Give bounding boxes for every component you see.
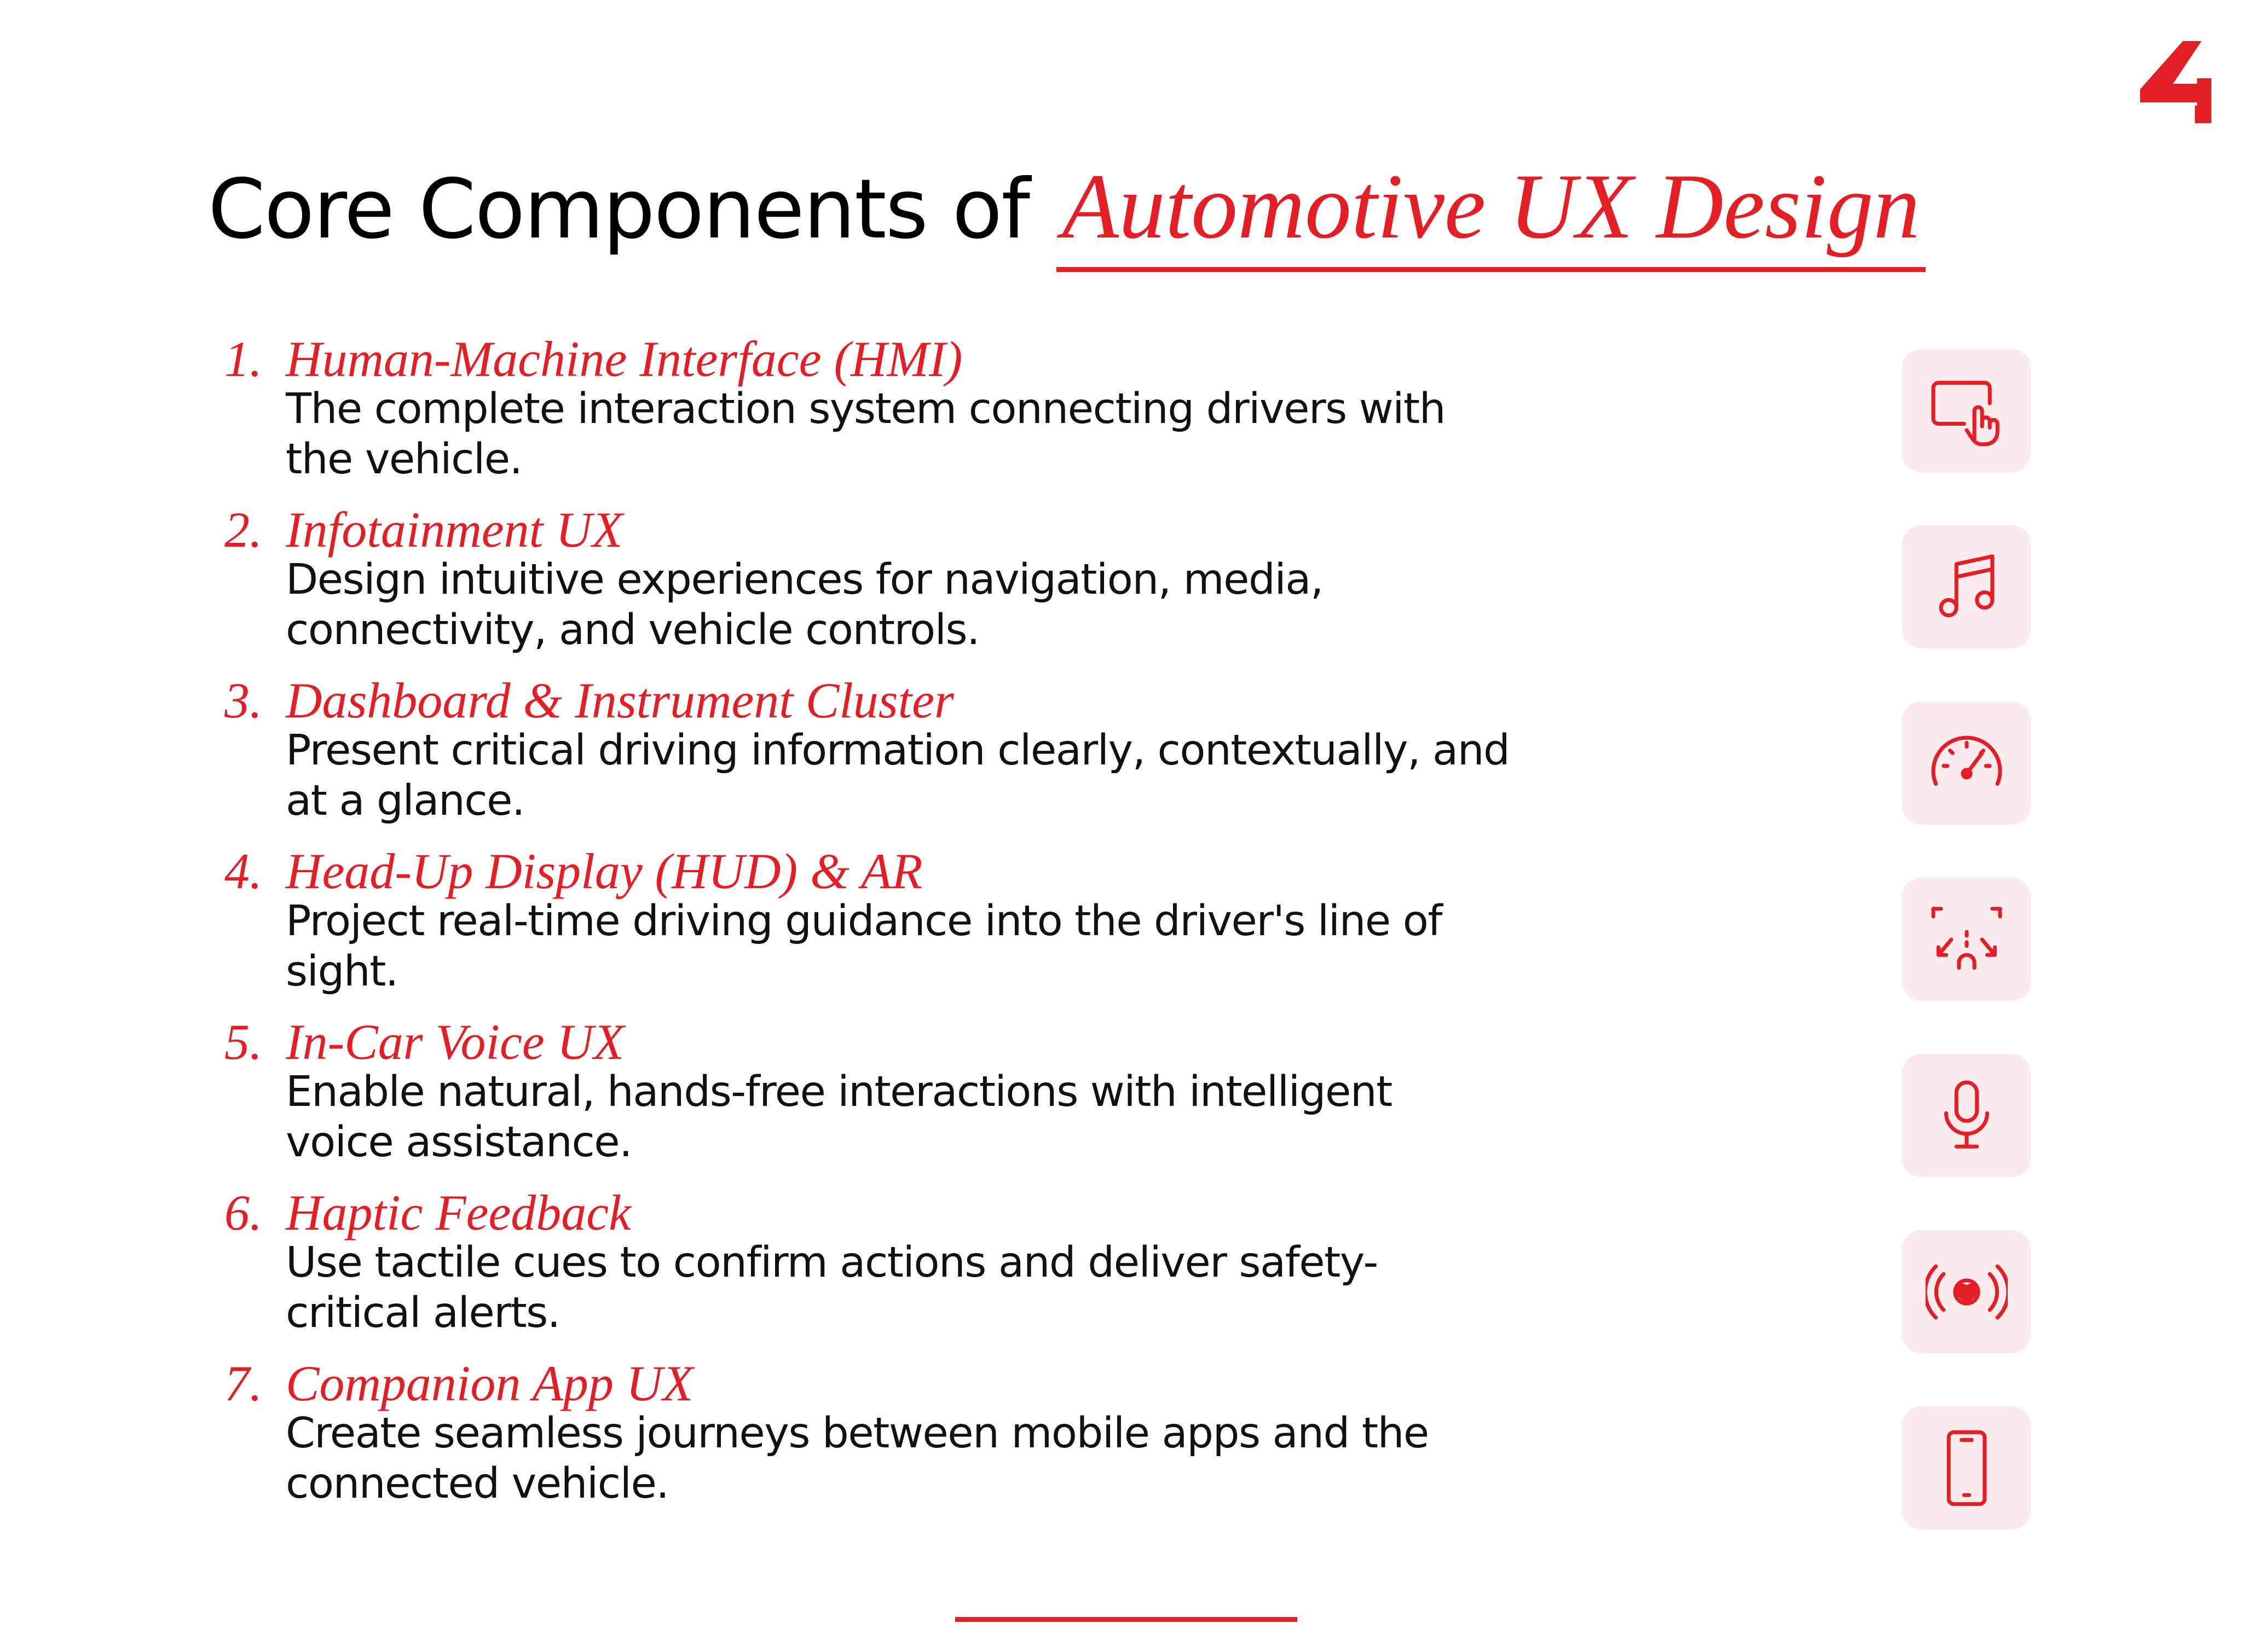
bottom-divider: [955, 1617, 1297, 1622]
list-item: [224, 843, 1538, 1017]
item-description: Enable natural, hands-free interactions with intelligent voice assistance.: [286, 1068, 1392, 1167]
item-number: 4.: [224, 843, 262, 899]
icon-tile: [1902, 1054, 2031, 1177]
item-title-text: Haptic Feedback: [286, 1185, 631, 1241]
item-title: [224, 502, 1538, 558]
item-title-text: Infotainment UX: [286, 502, 623, 558]
item-title: [224, 331, 1538, 387]
title-plain: Core Components of: [208, 162, 1030, 257]
item-title-text: Human-Machine Interface (HMI): [286, 331, 963, 387]
item-description: Design intuitive experiences for navigation, media, connectivity, and vehicle controls.: [286, 555, 1323, 654]
brand-logo-icon: [2140, 41, 2211, 123]
components-list: [224, 331, 1538, 1529]
item-number: 7.: [224, 1355, 262, 1411]
haptic-vibration-icon: [1926, 1251, 2008, 1333]
item-title: [224, 1185, 1538, 1241]
item-title: [224, 1014, 1538, 1070]
icon-tile: [1902, 1230, 2031, 1353]
smartphone-icon: [1926, 1427, 2008, 1509]
item-title-text: Dashboard & Instrument Cluster: [286, 673, 954, 728]
item-title-text: In-Car Voice UX: [286, 1014, 625, 1070]
list-item: [224, 675, 1538, 846]
icon-tile: [1902, 878, 2031, 1001]
item-description: Use tactile cues to confirm actions and deliver safety-critical alerts.: [286, 1238, 1378, 1337]
item-title: [224, 1355, 1538, 1411]
microphone-icon: [1926, 1075, 2008, 1157]
speedometer-icon: [1926, 722, 2008, 804]
item-number: 6.: [224, 1185, 262, 1241]
list-item: [224, 1187, 1538, 1358]
item-number: 5.: [224, 1014, 262, 1070]
icon-tile: [1902, 525, 2031, 648]
item-number: 1.: [224, 331, 262, 387]
page-title: [208, 153, 1920, 265]
list-item: [224, 502, 1538, 675]
list-item: [224, 1014, 1538, 1187]
icon-tile: [1902, 1406, 2031, 1529]
item-title-text: Companion App UX: [286, 1355, 694, 1411]
list-item: [224, 1355, 1538, 1529]
icon-tile: [1902, 702, 2031, 825]
item-description: Create seamless journeys between mobile apps and the connected vehicle.: [286, 1409, 1429, 1508]
touchscreen-icon: [1926, 370, 2008, 452]
title-accent: Automotive UX Design: [1062, 153, 1920, 265]
item-number: 2.: [224, 502, 262, 558]
item-title: [224, 843, 1538, 899]
item-description: Project real-time driving guidance into the driver's line of sight.: [286, 897, 1442, 996]
item-title: [224, 675, 1538, 726]
icon-tile: [1902, 349, 2031, 472]
item-description: The complete interaction system connecting drivers with the vehicle.: [286, 385, 1446, 484]
music-note-icon: [1926, 546, 2008, 628]
item-number: 3.: [224, 673, 262, 728]
ar-road-icon: [1926, 899, 2008, 981]
list-item: [224, 331, 1538, 505]
item-description: Present critical driving information clearly, contextually, and at a glance.: [286, 726, 1510, 825]
item-title-text: Head-Up Display (HUD) & AR: [286, 843, 923, 899]
